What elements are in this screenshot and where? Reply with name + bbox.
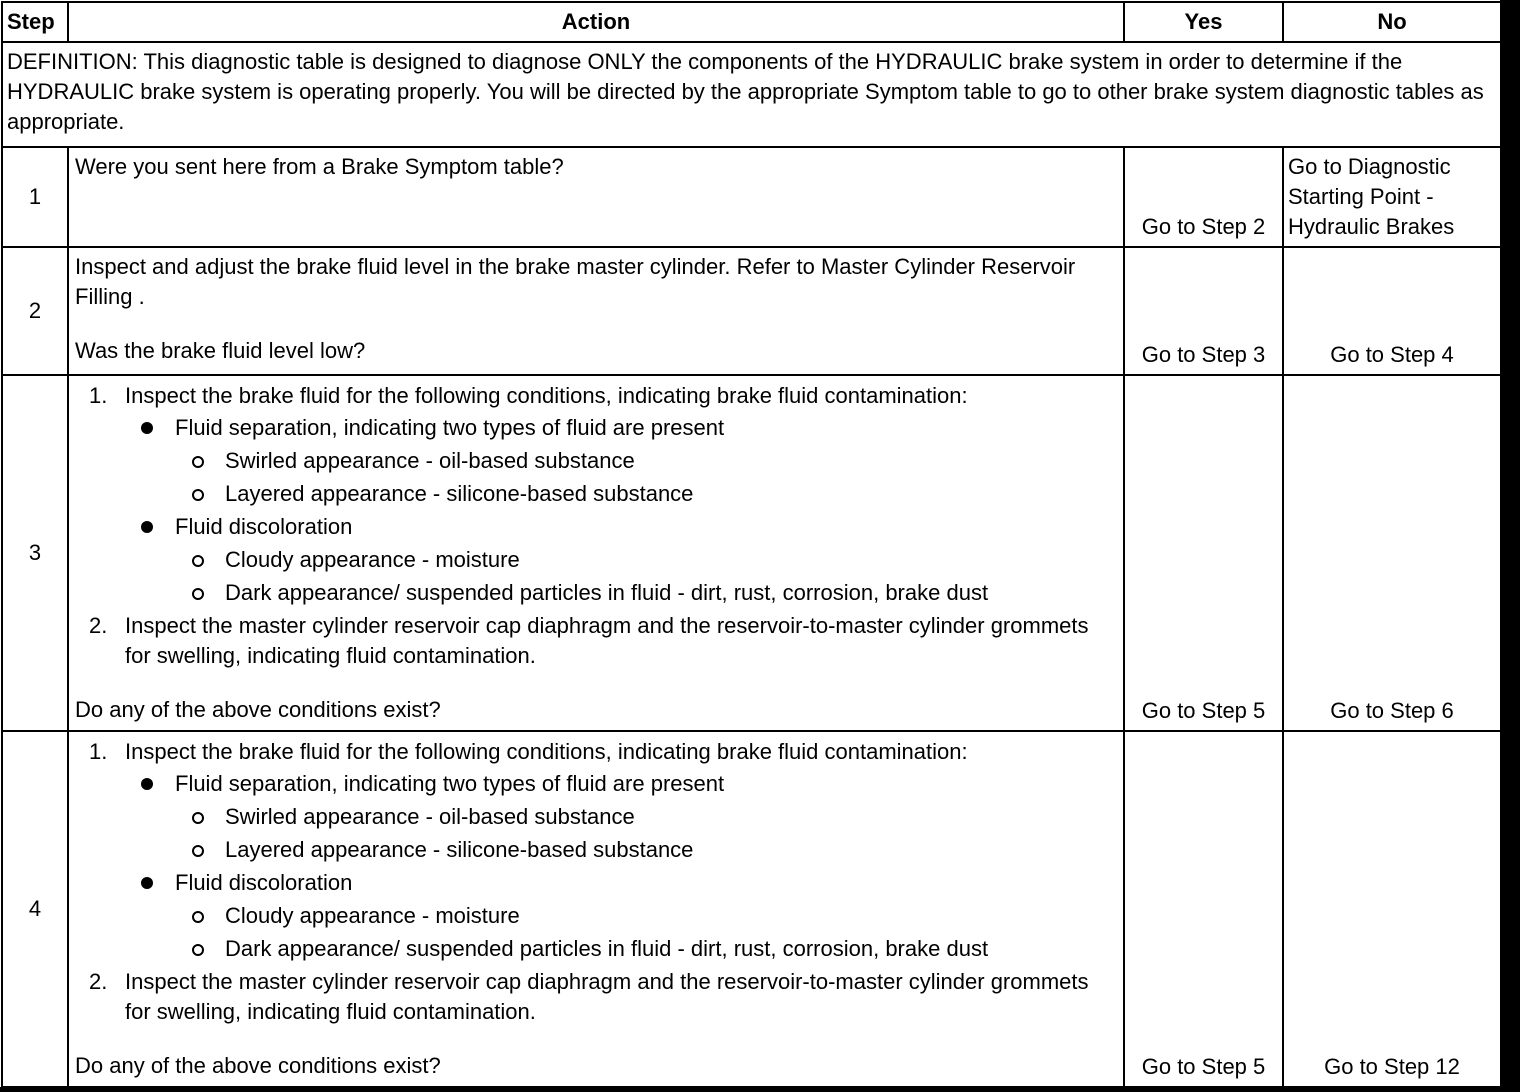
step-number: 2 — [2, 247, 68, 375]
list-item — [75, 444, 1117, 477]
bullet-icon — [141, 521, 153, 533]
list-text: Inspect the master cylinder reservoir cap diaphragm and the reservoir-to-master cylinder grommets for swelling, indicating fluid contamination. — [125, 969, 1089, 1024]
header-step: Step — [2, 2, 68, 42]
list-text: Inspect the master cylinder reservoir cap diaphragm and the reservoir-to-master cylinder grommets for swelling, indicating fluid contamination. — [125, 613, 1089, 668]
action-question: Do any of the above conditions exist? — [75, 1053, 441, 1078]
list-text: Dark appearance/ suspended particles in fluid - dirt, rust, corrosion, brake dust — [225, 580, 989, 605]
list-text: Fluid discoloration — [175, 514, 353, 539]
definition-row — [2, 42, 1501, 147]
list-text: Cloudy appearance - moisture — [225, 547, 520, 572]
table-row — [2, 147, 1501, 247]
list-text: Swirled appearance - oil-based substance — [225, 804, 635, 829]
header-yes: Yes — [1124, 2, 1283, 42]
list-item — [75, 543, 1117, 576]
yes-link[interactable]: Go to Step 5 — [1124, 375, 1283, 731]
circle-bullet-icon — [192, 588, 204, 600]
list-text: Fluid separation, indicating two types of fluid are present — [175, 415, 725, 440]
circle-bullet-icon — [192, 812, 204, 824]
yes-link[interactable]: Go to Step 5 — [1124, 731, 1283, 1087]
diagnostic-table — [1, 1, 1502, 1088]
circle-bullet-icon — [192, 555, 204, 567]
list-text: Fluid discoloration — [175, 870, 353, 895]
yes-link[interactable]: Go to Step 2 — [1124, 147, 1283, 247]
bullet-icon — [141, 778, 153, 790]
list-text: Cloudy appearance - moisture — [225, 903, 520, 928]
list-item — [75, 510, 1117, 543]
action-question: Was the brake fluid level low? — [75, 338, 366, 363]
list-text: Dark appearance/ suspended particles in fluid - dirt, rust, corrosion, brake dust — [225, 936, 989, 961]
circle-bullet-icon — [192, 489, 204, 501]
bullet-icon — [141, 422, 153, 434]
list-text: Inspect the brake fluid for the following conditions, indicating brake fluid contamination: — [125, 739, 968, 764]
bullet-icon — [141, 877, 153, 889]
list-number: 2. — [89, 969, 108, 994]
list-item — [75, 411, 1117, 444]
list-item — [75, 611, 1117, 671]
no-link[interactable]: Go to Step 6 — [1283, 375, 1501, 731]
list-text: Layered appearance - silicone-based substance — [225, 481, 694, 506]
list-item — [75, 576, 1117, 609]
action-question: Do any of the above conditions exist? — [75, 697, 441, 722]
action-cell — [68, 247, 1124, 375]
list-text: Layered appearance - silicone-based substance — [225, 837, 694, 862]
list-item — [75, 737, 1117, 767]
list-item — [75, 866, 1117, 899]
step-number: 4 — [2, 731, 68, 1087]
table-row — [2, 247, 1501, 375]
action-text: Inspect and adjust the brake fluid level in the brake master cylinder. Refer to Master Cylinder Reservoir Filling . — [75, 254, 1076, 309]
step-number: 3 — [2, 375, 68, 731]
table-row — [2, 375, 1501, 731]
list-item — [75, 833, 1117, 866]
circle-bullet-icon — [192, 944, 204, 956]
circle-bullet-icon — [192, 845, 204, 857]
list-item — [75, 767, 1117, 800]
no-link[interactable]: Go to Diagnostic Starting Point - Hydraulic Brakes — [1283, 147, 1501, 247]
list-item — [75, 381, 1117, 411]
definition-text: DEFINITION: This diagnostic table is designed to diagnose ONLY the components of the HYDRAULIC brake system in order to determine if the HYDRAULIC brake system is operating properly. You will be directed by the appropriate Symptom table to go to other brake system diagnostic tables as appropriate. — [2, 42, 1501, 147]
list-number: 1. — [89, 383, 108, 408]
list-text: Inspect the brake fluid for the following conditions, indicating brake fluid contamination: — [125, 383, 968, 408]
list-text: Fluid separation, indicating two types of fluid are present — [175, 771, 725, 796]
action-cell — [68, 375, 1124, 731]
no-link[interactable]: Go to Step 4 — [1283, 247, 1501, 375]
header-no: No — [1283, 2, 1501, 42]
header-row — [2, 2, 1501, 42]
table-row — [2, 731, 1501, 1087]
no-link[interactable]: Go to Step 12 — [1283, 731, 1501, 1087]
yes-link[interactable]: Go to Step 3 — [1124, 247, 1283, 375]
list-item — [75, 800, 1117, 833]
list-item — [75, 967, 1117, 1027]
list-item — [75, 932, 1117, 965]
header-action: Action — [68, 2, 1124, 42]
list-number: 1. — [89, 739, 108, 764]
circle-bullet-icon — [192, 456, 204, 468]
list-item — [75, 899, 1117, 932]
list-item — [75, 477, 1117, 510]
action-text: Were you sent here from a Brake Symptom table? — [68, 147, 1124, 247]
action-cell — [68, 731, 1124, 1087]
circle-bullet-icon — [192, 911, 204, 923]
list-text: Swirled appearance - oil-based substance — [225, 448, 635, 473]
step-number: 1 — [2, 147, 68, 247]
list-number: 2. — [89, 613, 108, 638]
